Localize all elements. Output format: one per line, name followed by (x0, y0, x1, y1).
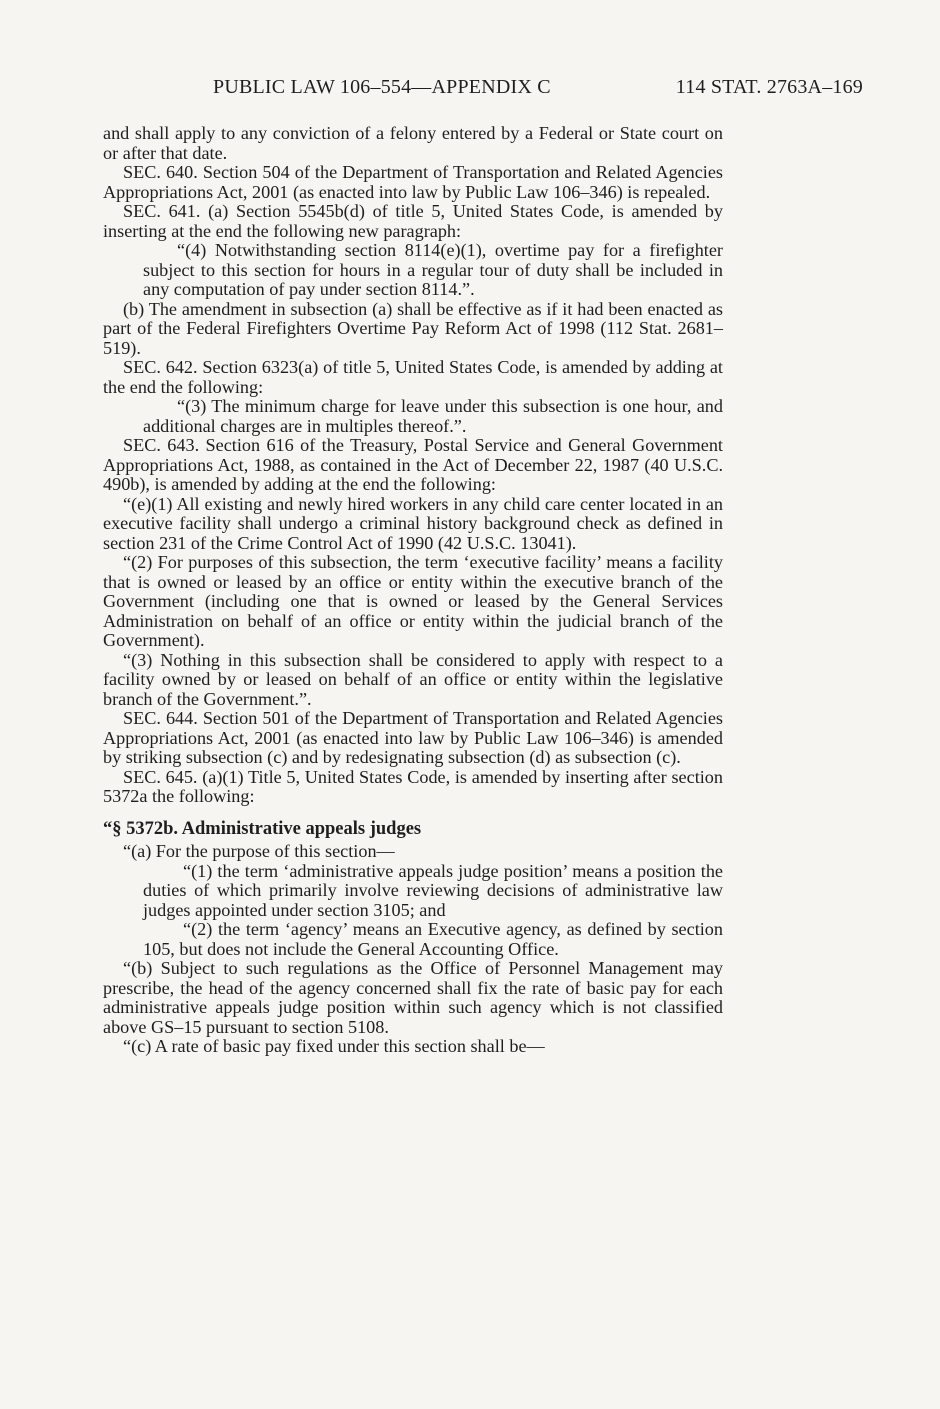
quoted-paragraph: “(4) Notwithstanding section 8114(e)(1), overtime pay for a firefighter subject to this section for hours in a regular tour of duty shall be included in any computation of pay under section 8114.”. (143, 240, 723, 299)
paragraph: “(2) For purposes of this subsection, the term ‘executive facility’ means a facility that is owned or leased by an office or entity within the executive branch of the Government (including one that is owned or leased by the General Services Administration on behalf of an office or entity within the judicial branch of the Government). (103, 552, 723, 650)
quoted-paragraph: “(2) the term ‘agency’ means an Executive agency, as defined by section 105, but does not include the General Accounting Office. (143, 919, 723, 959)
paragraph-sec-641: SEC. 641. (a) Section 5545b(d) of title 5, United States Code, is amended by inserting at the end the following new paragraph: (103, 201, 723, 241)
paragraph: (b) The amendment in subsection (a) shall be effective as if it had been enacted as part of the Federal Firefighters Overtime Pay Reform Act of 1998 (112 Stat. 2681–519). (103, 298, 723, 358)
running-header (213, 76, 863, 102)
paragraph-sec-640: SEC. 640. Section 504 of the Department of Transportation and Related Agencies Appropriations Act, 2001 (as enacted into law by Public Law 106–346) is repealed. (103, 162, 723, 202)
quoted-paragraph: “(3) The minimum charge for leave under this subsection is one hour, and additional charges are in multiples thereof.”. (143, 396, 723, 436)
paragraph: and shall apply to any conviction of a felony entered by a Federal or State court on or after that date. (103, 123, 723, 163)
quoted-paragraph: “(1) the term ‘administrative appeals judge position’ means a position the duties of which primarily involve reviewing decisions of administrative law judges appointed under section 3105; and (143, 860, 723, 920)
statute-page-number: 114 STAT. 2763A–169 (675, 76, 863, 98)
section-heading: “§ 5372b. Administrative appeals judges (103, 818, 422, 839)
document-body (103, 124, 723, 1057)
paragraph: “(c) A rate of basic pay fixed under this section shall be— (123, 1036, 545, 1056)
paragraph: “(e)(1) All existing and newly hired workers in any child care center located in an executive facility shall undergo a criminal history background check as defined in section 231 of the Crime Control Act of 1990 (42 U.S.C. 13041). (103, 493, 723, 553)
paragraph: “(a) For the purpose of this section— (123, 841, 395, 861)
paragraph: “(b) Subject to such regulations as the Office of Personnel Management may prescribe, the head of the agency concerned shall fix the rate of basic pay for each administrative appeals judge position within such agency which is not classified above GS–15 pursuant to section 5108. (103, 958, 723, 1037)
paragraph: “(3) Nothing in this subsection shall be considered to apply with respect to a facility owned by or leased on behalf of an office or entity within the legislative branch of the Government.”. (103, 649, 723, 709)
paragraph-sec-645: SEC. 645. (a)(1) Title 5, United States Code, is amended by inserting after section 5372a the following: (103, 766, 723, 806)
public-law-header: PUBLIC LAW 106–554—APPENDIX C (213, 76, 551, 98)
paragraph-sec-642: SEC. 642. Section 6323(a) of title 5, United States Code, is amended by adding at the end the following: (103, 357, 723, 397)
paragraph-sec-644: SEC. 644. Section 501 of the Department of Transportation and Related Agencies Appropriations Act, 2001 (as enacted into law by Public Law 106–346) is amended by striking subsection (c) and by redesignating subsection (d) as subsection (c). (103, 708, 723, 767)
paragraph-sec-643: SEC. 643. Section 616 of the Treasury, Postal Service and General Government Appropriations Act, 1988, as contained in the Act of December 22, 1987 (40 U.S.C. 490b), is amended by adding at the end the following: (103, 435, 723, 494)
